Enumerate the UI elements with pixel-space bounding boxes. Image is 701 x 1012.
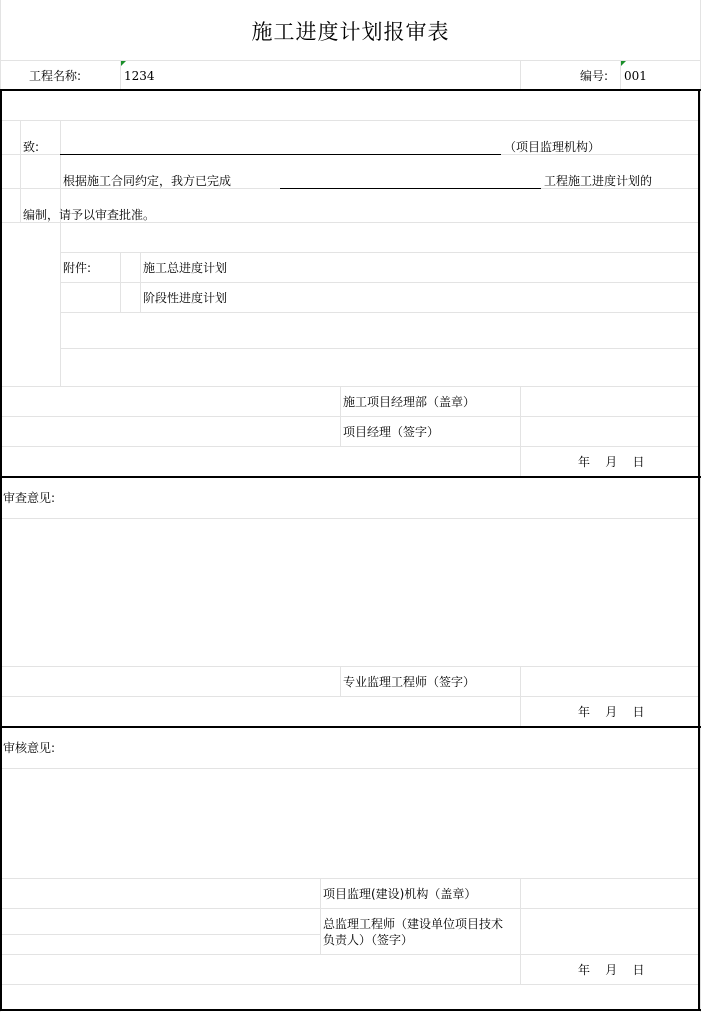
- attachment-item[interactable]: 阶段性进度计划: [143, 291, 228, 305]
- attachment-item[interactable]: 施工总进度计划: [143, 261, 228, 275]
- date-label: 年 月 日: [578, 705, 645, 719]
- chief-sign-label-1: 总监理工程师（建设单位项目技术: [323, 917, 504, 931]
- number-value[interactable]: 001: [624, 69, 647, 83]
- comment-indicator: [621, 61, 626, 66]
- supervision-org-suffix: （项目监理机构）: [504, 140, 601, 154]
- attachment-label: 附件:: [63, 261, 92, 275]
- number-label: 编号:: [580, 69, 609, 83]
- date-label: 年 月 日: [578, 455, 645, 469]
- pm-sign-label: 项目经理（签字）: [343, 425, 440, 439]
- org-seal-label: 项目监理(建设)机构（盖章）: [323, 887, 477, 901]
- statement-prefix: 根据施工合同约定，我方已完成: [63, 174, 232, 188]
- comment-indicator: [121, 61, 126, 66]
- engineer-sign-label: 专业监理工程师（签字）: [343, 675, 476, 689]
- chief-sign-label-2: 负责人）（签字）: [323, 933, 414, 947]
- project-name-value[interactable]: 1234: [124, 69, 155, 83]
- date-label: 年 月 日: [578, 963, 645, 977]
- to-label: 致:: [23, 140, 40, 154]
- review-opinion-label: 审查意见:: [3, 491, 56, 505]
- audit-opinion-label: 审核意见:: [3, 741, 56, 755]
- statement-suffix: 工程施工进度计划的: [544, 174, 653, 188]
- page-title: 施工进度计划报审表: [251, 20, 450, 44]
- dept-seal-label: 施工项目经理部（盖章）: [343, 395, 476, 409]
- project-underline[interactable]: [280, 188, 541, 189]
- project-name-label: 工程名称:: [29, 69, 82, 83]
- recipient-underline[interactable]: [60, 154, 501, 155]
- statement-line2: 编制，请予以审查批准。: [23, 208, 156, 222]
